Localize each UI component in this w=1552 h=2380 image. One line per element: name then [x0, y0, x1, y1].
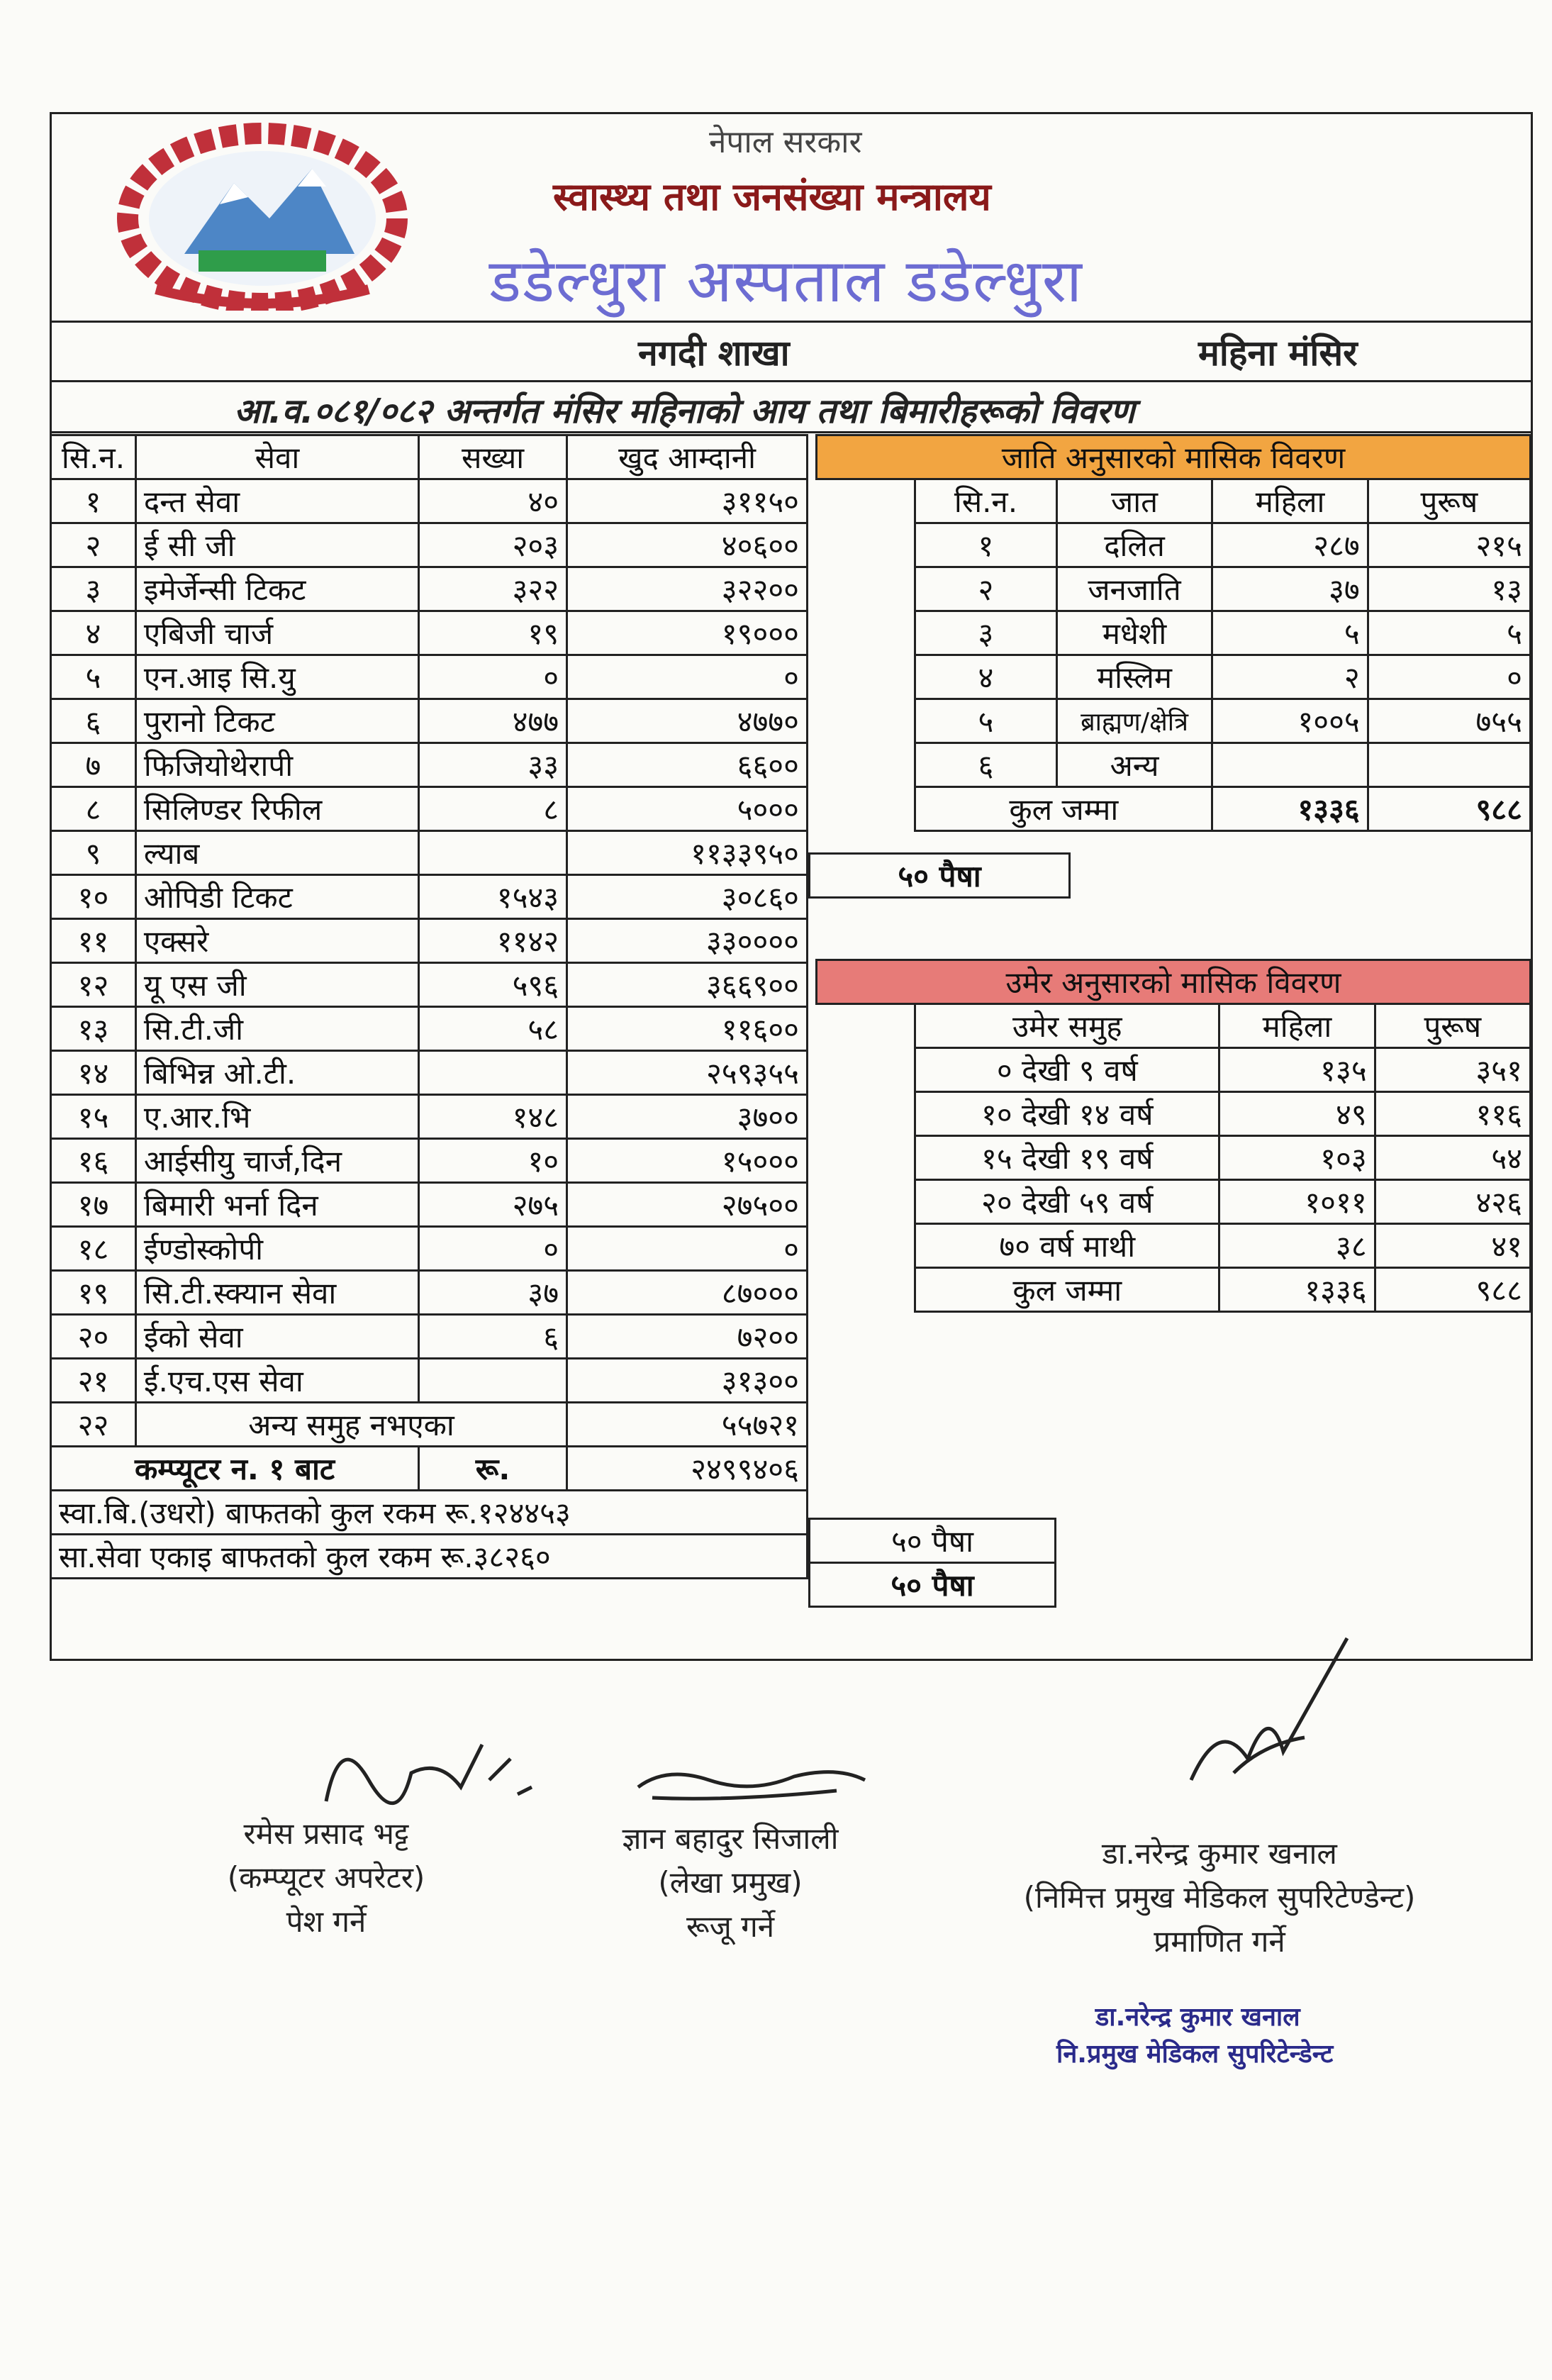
caste-blank [817, 743, 915, 787]
caste-total-male: ९८८ [1368, 787, 1530, 831]
row-service: ई सी जी [135, 523, 418, 567]
row-service: ए.आर.भि [135, 1095, 418, 1139]
table-row [51, 1315, 808, 1359]
age-blank [817, 1224, 915, 1268]
row-income: ० [567, 1227, 808, 1271]
row-service: पुरानो टिकट [135, 699, 418, 743]
table-row [51, 1359, 808, 1403]
row-income: ४७७० [567, 699, 808, 743]
signature-right-action: प्रमाणित गर्ने [1154, 1924, 1285, 1959]
row-count: ५८ [419, 1007, 567, 1051]
table-row [51, 787, 808, 831]
row-sn: ११ [51, 919, 136, 963]
caste-male: ५ [1368, 611, 1530, 655]
caste-total-female: १३३६ [1212, 787, 1368, 831]
row-count: ४७७ [419, 699, 567, 743]
row-sn: २२ [51, 1403, 136, 1447]
table-row [51, 919, 808, 963]
table-row [51, 831, 808, 875]
table-row [817, 567, 1531, 611]
row-sn: ३ [51, 567, 136, 611]
row-income: ७२०० [567, 1315, 808, 1359]
caste-col-caste: जात [1056, 479, 1212, 523]
government-title: नेपाल सरकार [709, 124, 862, 160]
caste-female: ५ [1212, 611, 1368, 655]
caste-sn: २ [915, 567, 1056, 611]
row-income: १९००० [567, 611, 808, 655]
row-sn: १२ [51, 963, 136, 1007]
caste-female: ३७ [1212, 567, 1368, 611]
caste-blank [817, 567, 915, 611]
table-row [51, 1095, 808, 1139]
table-row [51, 963, 808, 1007]
table-row [51, 1271, 808, 1315]
computer-total-label: कम्प्यूटर न. १ बाट [51, 1447, 419, 1491]
row-sn: ७ [51, 743, 136, 787]
age-female: १३५ [1219, 1048, 1375, 1092]
branch-title: नगदी शाखा [638, 333, 790, 374]
row-income: ३११५० [567, 479, 808, 523]
computer-paisa-box [808, 1518, 1056, 1564]
row-income: ३७०० [567, 1095, 808, 1139]
table-row [817, 1048, 1531, 1092]
caste-male: २१५ [1368, 523, 1530, 567]
row-service: एक्सरे [135, 919, 418, 963]
age-total-female: १३३६ [1219, 1268, 1375, 1312]
age-col-female: महिला [1219, 1004, 1375, 1048]
signature-middle-scribble [624, 1759, 879, 1815]
row-income: ५००० [567, 787, 808, 831]
caste-blank [817, 699, 915, 743]
table-row [817, 699, 1531, 743]
caste-col-male: पुरूष [1368, 479, 1530, 523]
income-col-sn: सि.न. [51, 435, 136, 479]
age-table [815, 959, 1531, 1313]
row-sn: २१ [51, 1359, 136, 1403]
row-service: ईण्डोस्कोपी [135, 1227, 418, 1271]
age-female: ४९ [1219, 1092, 1375, 1136]
branch-divider [50, 380, 1533, 382]
row-count: ३३ [419, 743, 567, 787]
computer-total-row [51, 1447, 808, 1491]
credit-line: स्वा.बि.(उधरो) बाफतको कुल रकम रू.१२४४५३ [51, 1491, 808, 1535]
row-count: १४८ [419, 1095, 567, 1139]
table-row [51, 611, 808, 655]
caste-female: २ [1212, 655, 1368, 699]
row-sn: १३ [51, 1007, 136, 1051]
row-income: ० [567, 655, 808, 699]
table-row [51, 743, 808, 787]
caste-sn: ६ [915, 743, 1056, 787]
row-count [419, 831, 567, 875]
caste-sn: ५ [915, 699, 1056, 743]
row-service: सि.टी.स्क्यान सेवा [135, 1271, 418, 1315]
age-group: १० देखी १४ वर्ष [915, 1092, 1219, 1136]
caste-blank [817, 479, 915, 523]
table-row [51, 567, 808, 611]
caste-name: ब्राह्मण/क्षेत्रि [1056, 699, 1212, 743]
computer-total-value: २४९९४०६ [567, 1447, 808, 1491]
age-female: ३८ [1219, 1224, 1375, 1268]
row-income: ३०८६० [567, 875, 808, 919]
row-service: ईको सेवा [135, 1315, 418, 1359]
age-group: ७० वर्ष माथी [915, 1224, 1219, 1268]
table-row [51, 1227, 808, 1271]
row-count: ० [419, 655, 567, 699]
signature-left-name: रमेस प्रसाद भट्ट [243, 1816, 409, 1851]
age-col-group: उमेर समुह [915, 1004, 1219, 1048]
row-count [419, 1051, 567, 1095]
row-income: ५५७२१ [567, 1403, 808, 1447]
row-service: बिमारी भर्ना दिन [135, 1183, 418, 1227]
age-table-title: उमेर अनुसारको मासिक विवरण [817, 960, 1531, 1004]
hospital-title: डडेल्धुरा अस्पताल डडेल्धुरा [489, 246, 1083, 316]
row-count: ६ [419, 1315, 567, 1359]
table-row [817, 1136, 1531, 1180]
caste-total-row [817, 787, 1531, 831]
row-service: एन.आइ सि.यु [135, 655, 418, 699]
lab-paisa-box [808, 852, 1071, 899]
row-income: १५००० [567, 1139, 808, 1183]
row-service: ई.एच.एस सेवा [135, 1359, 418, 1403]
row-income: ८७००० [567, 1271, 808, 1315]
age-female: १०३ [1219, 1136, 1375, 1180]
row-count: ११४२ [419, 919, 567, 963]
row-sn: ४ [51, 611, 136, 655]
signature-right-role: (निमित्त प्रमुख मेडिकल सुपरिटेण्डेन्ट) [1023, 1880, 1416, 1915]
month-label: महिना मंसिर [1198, 333, 1358, 374]
income-table [50, 434, 808, 1579]
caste-female [1212, 743, 1368, 787]
caste-blank [817, 655, 915, 699]
row-count: ३२२ [419, 567, 567, 611]
age-group: १५ देखी १९ वर्ष [915, 1136, 1219, 1180]
age-total-row [817, 1268, 1531, 1312]
income-table-header [51, 435, 808, 479]
credit-paisa: ५० पैषा [810, 1563, 1056, 1607]
row-sn: १५ [51, 1095, 136, 1139]
row-sn: १८ [51, 1227, 136, 1271]
row-sn: १४ [51, 1051, 136, 1095]
age-total-label: कुल जम्मा [915, 1268, 1219, 1312]
row-service: ल्याब [135, 831, 418, 875]
row-count: १५४३ [419, 875, 567, 919]
table-row [51, 1403, 808, 1447]
income-col-service: सेवा [135, 435, 418, 479]
row-service: अन्य समुह नभएका [135, 1403, 566, 1447]
age-group: ० देखी ९ वर्ष [915, 1048, 1219, 1092]
table-row [51, 699, 808, 743]
caste-female: २८७ [1212, 523, 1368, 567]
row-service: बिभिन्न ओ.टी. [135, 1051, 418, 1095]
age-col-male: पुरूष [1375, 1004, 1530, 1048]
credit-row [51, 1491, 808, 1535]
row-service: इमेर्जेन्सी टिकट [135, 567, 418, 611]
table-row [817, 1180, 1531, 1224]
table-row [51, 1051, 808, 1095]
stamp-role: नि.प्रमुख मेडिकल सुपरिटेन्डेन्ट [1056, 2040, 1334, 2069]
report-subtitle: आ.व.०८१/०८२ अन्तर्गत मंसिर महिनाको आय तथा बिमारीहरूको विवरण [234, 391, 1135, 431]
row-sn: २ [51, 523, 136, 567]
row-income: २७५०० [567, 1183, 808, 1227]
caste-blank [817, 611, 915, 655]
nepal-government-emblem [113, 119, 411, 311]
table-row [51, 1007, 808, 1051]
caste-sn: ४ [915, 655, 1056, 699]
computer-total-currency: रू. [419, 1447, 567, 1491]
row-service: एबिजी चार्ज [135, 611, 418, 655]
row-sn: १७ [51, 1183, 136, 1227]
caste-male: ० [1368, 655, 1530, 699]
row-sn: १९ [51, 1271, 136, 1315]
row-income: ११६०० [567, 1007, 808, 1051]
income-col-count: सख्या [419, 435, 567, 479]
age-male: ५४ [1375, 1136, 1530, 1180]
caste-name: दलित [1056, 523, 1212, 567]
row-income: ३६६९०० [567, 963, 808, 1007]
age-female: १०११ [1219, 1180, 1375, 1224]
row-service: ओपिडी टिकट [135, 875, 418, 919]
row-income: ३२२०० [567, 567, 808, 611]
table-row [51, 875, 808, 919]
credit-paisa-box [808, 1562, 1056, 1608]
age-male: ४२६ [1375, 1180, 1530, 1224]
row-income: ६६०० [567, 743, 808, 787]
row-service: यू एस जी [135, 963, 418, 1007]
caste-name: जनजाति [1056, 567, 1212, 611]
age-blank [817, 1092, 915, 1136]
age-blank [817, 1004, 915, 1048]
age-blank [817, 1268, 915, 1312]
table-row [51, 523, 808, 567]
age-total-male: ९८८ [1375, 1268, 1530, 1312]
caste-sn: १ [915, 523, 1056, 567]
caste-table [815, 434, 1531, 832]
signature-left-role: (कम्प्यूटर अपरेटर) [227, 1860, 425, 1895]
caste-table-title: जाति अनुसारको मासिक विवरण [817, 435, 1531, 479]
social-row [51, 1535, 808, 1579]
table-row [817, 1092, 1531, 1136]
age-male: ३५१ [1375, 1048, 1530, 1092]
row-sn: ६ [51, 699, 136, 743]
caste-male: ७५५ [1368, 699, 1530, 743]
row-sn: १६ [51, 1139, 136, 1183]
social-line: सा.सेवा एकाइ बाफतको कुल रकम रू.३८२६० [51, 1535, 808, 1579]
signature-right [943, 1832, 1496, 1964]
row-sn: ५ [51, 655, 136, 699]
caste-male: १३ [1368, 567, 1530, 611]
caste-male [1368, 743, 1530, 787]
age-group: २० देखी ५९ वर्ष [915, 1180, 1219, 1224]
table-row [51, 655, 808, 699]
caste-col-female: महिला [1212, 479, 1368, 523]
income-col-income: खुद आम्दानी [567, 435, 808, 479]
age-male: ४१ [1375, 1224, 1530, 1268]
row-service: आईसीयु चार्ज,दिन [135, 1139, 418, 1183]
table-row [817, 655, 1531, 699]
row-service: दन्त सेवा [135, 479, 418, 523]
header-divider [50, 321, 1533, 323]
row-income: ४०६०० [567, 523, 808, 567]
row-count: २७५ [419, 1183, 567, 1227]
row-sn: ९ [51, 831, 136, 875]
lab-paisa: ५० पैषा [810, 854, 1070, 898]
age-blank [817, 1180, 915, 1224]
caste-blank [817, 787, 915, 831]
row-count: १९ [419, 611, 567, 655]
table-row [817, 611, 1531, 655]
row-service: फिजियोथेरापी [135, 743, 418, 787]
row-count: ० [419, 1227, 567, 1271]
caste-total-label: कुल जम्मा [915, 787, 1212, 831]
signature-left-action: पेश गर्ने [286, 1904, 367, 1939]
signature-middle-name: ज्ञान बहादुर सिजाली [622, 1821, 839, 1856]
table-row [817, 743, 1531, 787]
row-count: २०३ [419, 523, 567, 567]
row-count [419, 1359, 567, 1403]
computer-paisa: ५० पैषा [810, 1519, 1056, 1563]
age-blank [817, 1048, 915, 1092]
signature-right-name: डा.नरेन्द्र कुमार खनाल [1102, 1836, 1337, 1871]
row-count: ८ [419, 787, 567, 831]
age-male: ११६ [1375, 1092, 1530, 1136]
caste-name: अन्य [1056, 743, 1212, 787]
caste-female: १००५ [1212, 699, 1368, 743]
table-row [51, 479, 808, 523]
caste-sn: ३ [915, 611, 1056, 655]
signature-middle-action: रूजू गर्ने [686, 1909, 775, 1944]
signature-right-scribble [1163, 1631, 1375, 1801]
row-income: ११३३९५० [567, 831, 808, 875]
signature-middle [567, 1817, 893, 1949]
caste-name: मस्लिम [1056, 655, 1212, 699]
row-count: ४० [419, 479, 567, 523]
signature-left [177, 1812, 475, 1944]
row-income: ३१३०० [567, 1359, 808, 1403]
row-sn: ८ [51, 787, 136, 831]
caste-name: मधेशी [1056, 611, 1212, 655]
row-count: १० [419, 1139, 567, 1183]
row-income: २५९३५५ [567, 1051, 808, 1095]
caste-col-sn: सि.न. [915, 479, 1056, 523]
row-sn: १० [51, 875, 136, 919]
table-row [817, 523, 1531, 567]
table-row [817, 1224, 1531, 1268]
caste-table-header [817, 479, 1531, 523]
age-table-header [817, 1004, 1531, 1048]
age-blank [817, 1136, 915, 1180]
table-row [51, 1139, 808, 1183]
row-count: ५९६ [419, 963, 567, 1007]
signature-middle-role: (लेखा प्रमुख) [658, 1865, 803, 1900]
caste-blank [817, 523, 915, 567]
row-sn: १ [51, 479, 136, 523]
row-income: ३३०००० [567, 919, 808, 963]
row-service: सि.टी.जी [135, 1007, 418, 1051]
ministry-title: स्वास्थ्य तथा जनसंख्या मन्त्रालय [553, 174, 991, 219]
table-row [51, 1183, 808, 1227]
row-service: सिलिण्डर रिफील [135, 787, 418, 831]
stamp-name: डा.नरेन्द्र कुमार खनाल [1095, 2003, 1300, 2032]
row-sn: २० [51, 1315, 136, 1359]
row-count: ३७ [419, 1271, 567, 1315]
